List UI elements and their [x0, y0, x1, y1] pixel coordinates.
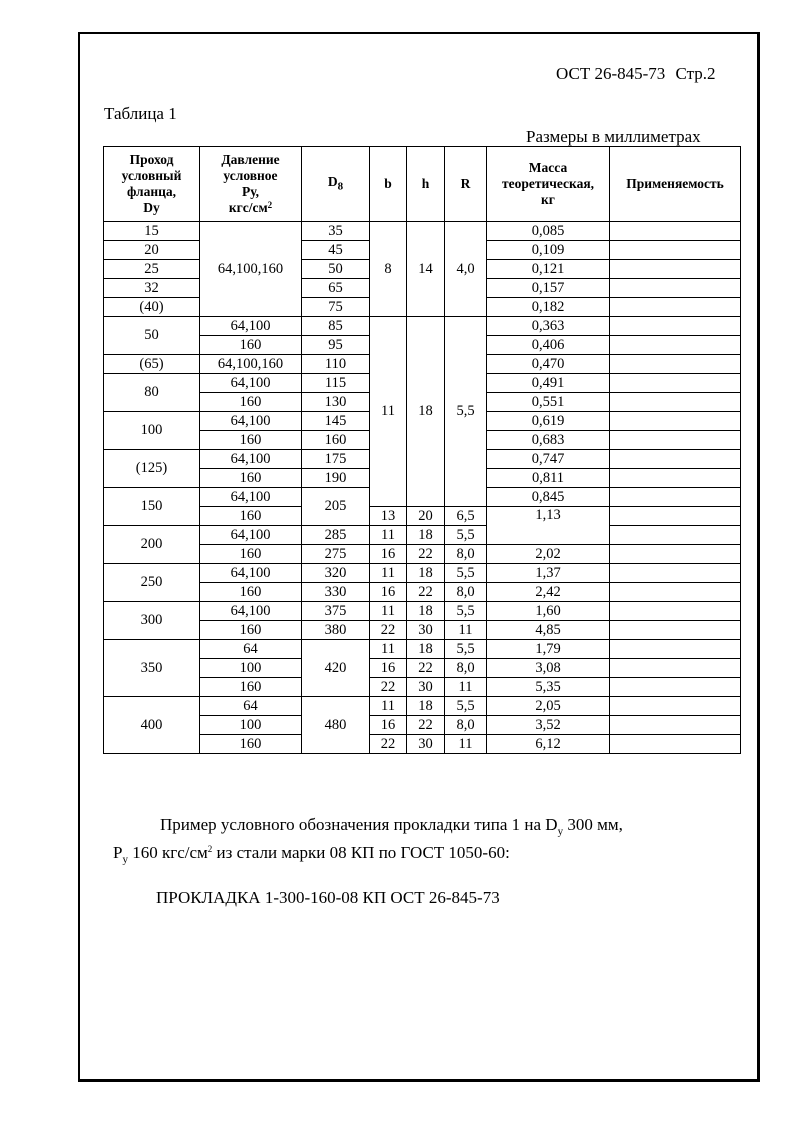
cell-pressure: 64,100: [200, 450, 302, 469]
cell-mass: 1,79: [487, 640, 610, 659]
cell-pressure: 64,100: [200, 564, 302, 583]
cell-pressure: 64,100,160: [200, 222, 302, 317]
cell-r: 5,5: [445, 697, 487, 716]
cell-d8: 275: [302, 545, 370, 564]
table-row: [104, 735, 741, 754]
cell-b: 8: [370, 222, 407, 317]
cell-usage: [610, 431, 741, 450]
cell-r: 8,0: [445, 659, 487, 678]
cell-usage: [610, 526, 741, 545]
cell-mass: 0,811: [487, 469, 610, 488]
cell-usage: [610, 450, 741, 469]
cell-pressure: 160: [200, 583, 302, 602]
cell-mass: 0,085: [487, 222, 610, 241]
cell-pressure: 64,100: [200, 374, 302, 393]
cell-pressure: 64,100: [200, 526, 302, 545]
cell-usage: [610, 412, 741, 431]
table-row: [104, 317, 741, 336]
cell-mass: 2,05: [487, 697, 610, 716]
cell-usage: [610, 317, 741, 336]
cell-pressure: 64,100: [200, 412, 302, 431]
col-header-pressure: Давление условное Ру, кгс/$см^2$: [200, 147, 302, 222]
cell-pressure: 64,100: [200, 317, 302, 336]
cell-dy: (125): [104, 450, 200, 488]
doc-code-text: ОСТ 26-845-73: [556, 64, 666, 83]
cell-dy: 25: [104, 260, 200, 279]
cell-d8: 110: [302, 355, 370, 374]
cell-h: 18: [407, 640, 445, 659]
cell-d8: 205: [302, 488, 370, 526]
table-header-row: [104, 147, 741, 222]
table-row: [104, 659, 741, 678]
cell-d8: 50: [302, 260, 370, 279]
col-header-usage: Применяемость: [610, 147, 741, 222]
cell-usage: [610, 336, 741, 355]
cell-usage: [610, 716, 741, 735]
cell-mass: 2,02: [487, 545, 610, 564]
cell-b: 16: [370, 716, 407, 735]
cell-pressure: 64,100: [200, 602, 302, 621]
table-row: [104, 507, 741, 526]
cell-mass: 0,470: [487, 355, 610, 374]
cell-pressure: 64,100,160: [200, 355, 302, 374]
cell-usage: [610, 279, 741, 298]
cell-dy: 50: [104, 317, 200, 355]
example-line-2: $Р_у$ 160 кгс/$см^2$ из стали марки 08 КП по ГОСТ 1050-60:: [113, 843, 510, 866]
cell-d8: 320: [302, 564, 370, 583]
cell-d8: 160: [302, 431, 370, 450]
cell-mass: 5,35: [487, 678, 610, 697]
cell-h: 18: [407, 526, 445, 545]
cell-b: 22: [370, 621, 407, 640]
cell-dy: 400: [104, 697, 200, 754]
cell-mass: 0,551: [487, 393, 610, 412]
cell-b: 22: [370, 678, 407, 697]
cell-usage: [610, 697, 741, 716]
cell-usage: [610, 241, 741, 260]
cell-usage: [610, 222, 741, 241]
table-row: [104, 602, 741, 621]
cell-r: 5,5: [445, 640, 487, 659]
cell-d8: 285: [302, 526, 370, 545]
cell-usage: [610, 260, 741, 279]
cell-d8: 85: [302, 317, 370, 336]
cell-dy: 150: [104, 488, 200, 526]
table-row: [104, 222, 741, 241]
col-header-h: h: [407, 147, 445, 222]
cell-d8: 375: [302, 602, 370, 621]
cell-d8: 480: [302, 697, 370, 754]
dimensions-table: [103, 146, 741, 754]
cell-r: 8,0: [445, 716, 487, 735]
document-code: [556, 64, 716, 84]
cell-r: 4,0: [445, 222, 487, 317]
cell-r: 5,5: [445, 602, 487, 621]
cell-r: 6,5: [445, 507, 487, 526]
cell-mass: 1,60: [487, 602, 610, 621]
cell-pressure: 100: [200, 716, 302, 735]
cell-usage: [610, 355, 741, 374]
cell-h: 30: [407, 678, 445, 697]
cell-usage: [610, 393, 741, 412]
cell-mass: 0,109: [487, 241, 610, 260]
cell-dy: 350: [104, 640, 200, 697]
designation-example-text: [113, 814, 713, 871]
cell-mass: 0,845: [487, 488, 610, 507]
cell-b: 13: [370, 507, 407, 526]
cell-pressure: 160: [200, 336, 302, 355]
table-row: [104, 545, 741, 564]
cell-pressure: 160: [200, 507, 302, 526]
cell-b: 11: [370, 526, 407, 545]
cell-dy: 250: [104, 564, 200, 602]
cell-pressure: 160: [200, 545, 302, 564]
cell-usage: [610, 488, 741, 507]
cell-pressure: 160: [200, 469, 302, 488]
cell-usage: [610, 298, 741, 317]
cell-b: 11: [370, 317, 407, 507]
cell-d8: 330: [302, 583, 370, 602]
table-row: [104, 716, 741, 735]
cell-pressure: 160: [200, 393, 302, 412]
cell-r: 8,0: [445, 583, 487, 602]
col-header-mass: Масса теоретическая, кг: [487, 147, 610, 222]
cell-mass: 0,182: [487, 298, 610, 317]
cell-usage: [610, 621, 741, 640]
cell-usage: [610, 678, 741, 697]
cell-dy: 20: [104, 241, 200, 260]
cell-usage: [610, 735, 741, 754]
cell-mass: 1,13: [487, 507, 610, 545]
cell-r: 5,5: [445, 564, 487, 583]
cell-b: 16: [370, 659, 407, 678]
cell-d8: 45: [302, 241, 370, 260]
cell-mass: 0,157: [487, 279, 610, 298]
cell-r: 11: [445, 621, 487, 640]
cell-mass: 3,08: [487, 659, 610, 678]
cell-r: 5,5: [445, 317, 487, 507]
cell-mass: 6,12: [487, 735, 610, 754]
cell-h: 14: [407, 222, 445, 317]
cell-dy: (40): [104, 298, 200, 317]
cell-pressure: 160: [200, 735, 302, 754]
cell-d8: 115: [302, 374, 370, 393]
cell-usage: [610, 545, 741, 564]
table-row: [104, 697, 741, 716]
cell-d8: 130: [302, 393, 370, 412]
cell-d8: 95: [302, 336, 370, 355]
cell-d8: 175: [302, 450, 370, 469]
table-row: [104, 678, 741, 697]
cell-mass: 1,37: [487, 564, 610, 583]
cell-b: 11: [370, 697, 407, 716]
cell-mass: 0,619: [487, 412, 610, 431]
cell-dy: 15: [104, 222, 200, 241]
cell-b: 11: [370, 640, 407, 659]
cell-b: 16: [370, 545, 407, 564]
col-header-b: b: [370, 147, 407, 222]
cell-b: 22: [370, 735, 407, 754]
cell-d8: 420: [302, 640, 370, 697]
cell-r: 8,0: [445, 545, 487, 564]
cell-pressure: 64: [200, 697, 302, 716]
cell-h: 18: [407, 697, 445, 716]
table-row: [104, 564, 741, 583]
cell-pressure: 160: [200, 431, 302, 450]
cell-d8: 65: [302, 279, 370, 298]
cell-pressure: 160: [200, 621, 302, 640]
cell-mass: 0,406: [487, 336, 610, 355]
cell-usage: [610, 507, 741, 526]
cell-r: 11: [445, 678, 487, 697]
cell-usage: [610, 640, 741, 659]
table-label: Таблица 1: [104, 104, 177, 123]
cell-usage: [610, 583, 741, 602]
cell-mass: 4,85: [487, 621, 610, 640]
cell-b: 11: [370, 564, 407, 583]
cell-h: 22: [407, 659, 445, 678]
cell-b: 16: [370, 583, 407, 602]
cell-r: 5,5: [445, 526, 487, 545]
cell-h: 18: [407, 564, 445, 583]
cell-pressure: 160: [200, 678, 302, 697]
table-row: [104, 583, 741, 602]
cell-pressure: 64,100: [200, 488, 302, 507]
table-row: [104, 526, 741, 545]
cell-mass: 0,747: [487, 450, 610, 469]
cell-h: 22: [407, 583, 445, 602]
cell-pressure: 64: [200, 640, 302, 659]
cell-mass: 0,683: [487, 431, 610, 450]
cell-d8: 190: [302, 469, 370, 488]
example-line-1: Пример условного обозначения прокладки типа 1 на $D_у$ 300 мм,: [160, 815, 623, 838]
cell-dy: 80: [104, 374, 200, 412]
gasket-designation: ПРОКЛАДКА 1-300-160-08 КП ОСТ 26-845-73: [156, 888, 500, 907]
cell-h: 30: [407, 735, 445, 754]
cell-d8: 75: [302, 298, 370, 317]
cell-d8: 35: [302, 222, 370, 241]
cell-mass: 0,363: [487, 317, 610, 336]
cell-mass: 2,42: [487, 583, 610, 602]
cell-usage: [610, 659, 741, 678]
cell-mass: 3,52: [487, 716, 610, 735]
cell-dy: 200: [104, 526, 200, 564]
table-row: [104, 621, 741, 640]
cell-d8: 145: [302, 412, 370, 431]
col-header-dy: Проход условный фланца, Dу: [104, 147, 200, 222]
cell-dy: 300: [104, 602, 200, 640]
page-number: Стр.2: [675, 64, 716, 83]
cell-b: 11: [370, 602, 407, 621]
col-header-d8: $D_8$: [302, 147, 370, 222]
cell-usage: [610, 602, 741, 621]
cell-dy: 32: [104, 279, 200, 298]
cell-h: 18: [407, 317, 445, 507]
cell-r: 11: [445, 735, 487, 754]
cell-h: 22: [407, 545, 445, 564]
cell-h: 18: [407, 602, 445, 621]
cell-dy: 100: [104, 412, 200, 450]
units-note: Размеры в миллиметрах: [526, 127, 701, 146]
cell-mass: 0,121: [487, 260, 610, 279]
table-row: [104, 640, 741, 659]
cell-usage: [610, 564, 741, 583]
cell-d8: 380: [302, 621, 370, 640]
cell-usage: [610, 469, 741, 488]
cell-h: 20: [407, 507, 445, 526]
cell-dy: (65): [104, 355, 200, 374]
cell-h: 22: [407, 716, 445, 735]
cell-usage: [610, 374, 741, 393]
col-header-r: R: [445, 147, 487, 222]
cell-mass: 0,491: [487, 374, 610, 393]
cell-h: 30: [407, 621, 445, 640]
cell-pressure: 100: [200, 659, 302, 678]
